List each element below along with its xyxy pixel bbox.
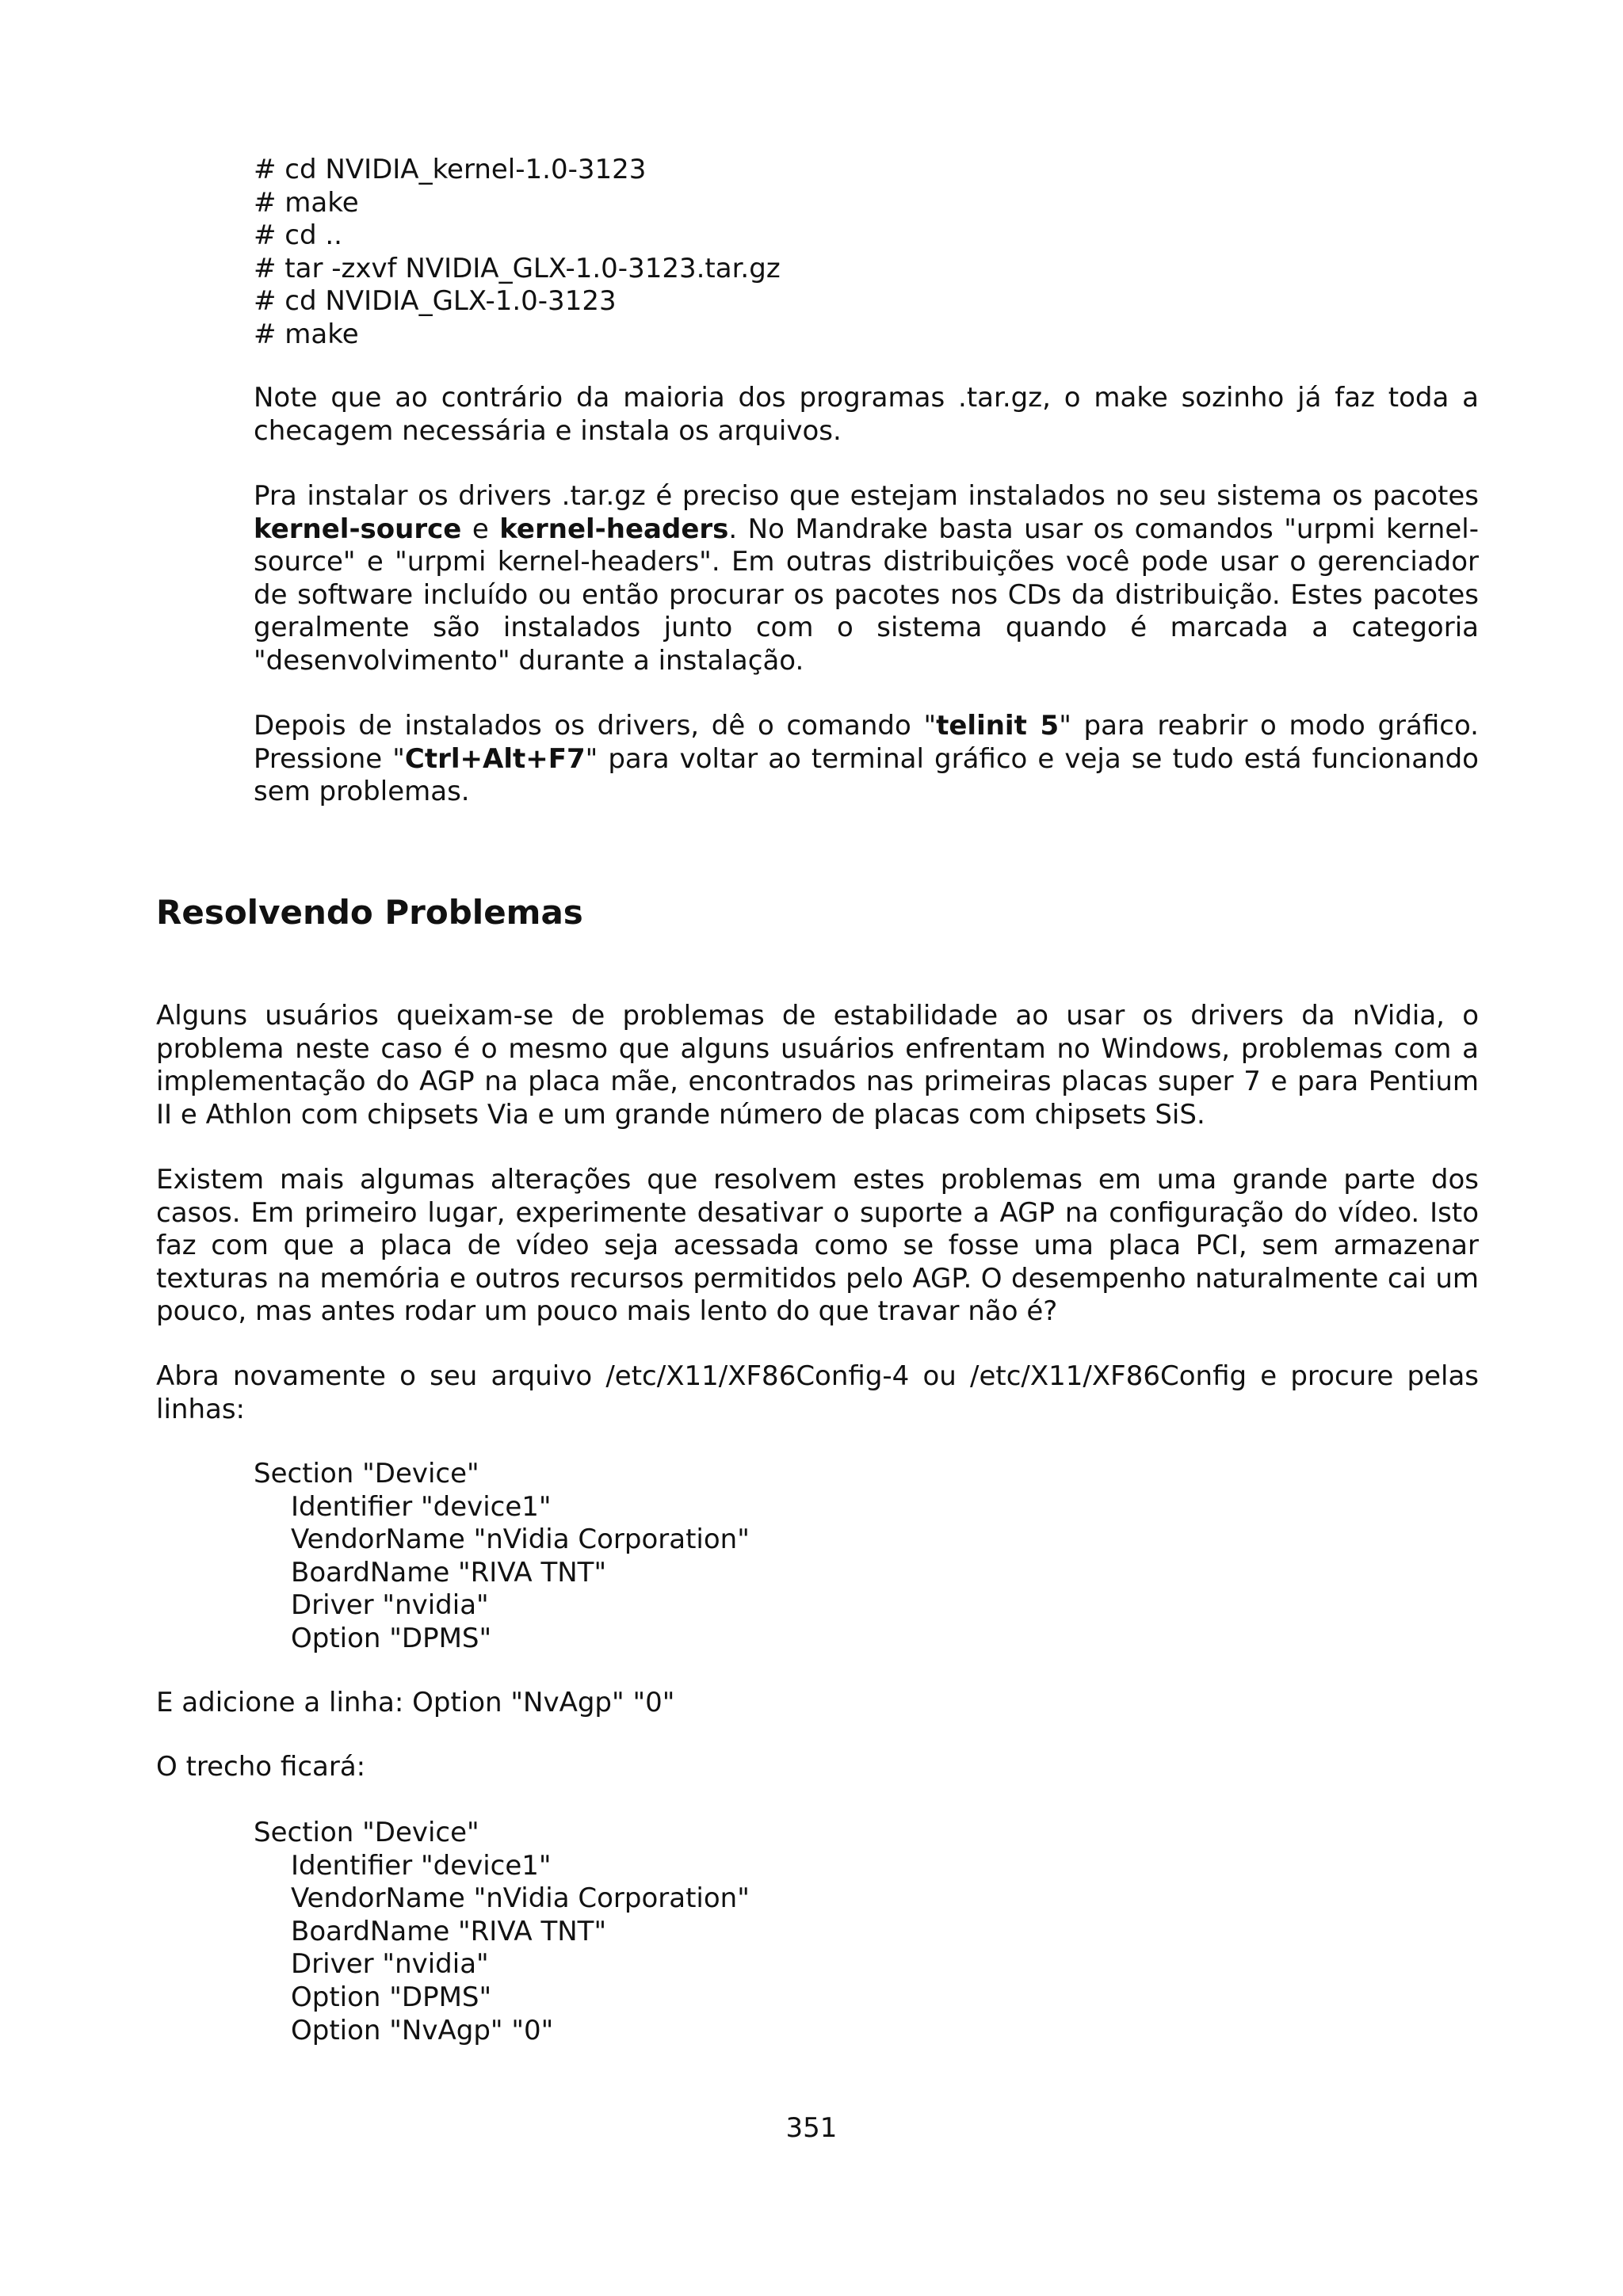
- device-section-original: [254, 1458, 750, 1656]
- config-line: Identifier "device1": [291, 1849, 552, 1882]
- install-commands: [254, 154, 1522, 352]
- section-heading: Resolvendo Problemas: [156, 893, 583, 932]
- command-line: # cd NVIDIA_GLX-1.0-3123: [254, 285, 617, 318]
- device-section-modified: [254, 1817, 750, 2047]
- bold-kernel-headers: kernel-headers: [499, 513, 729, 545]
- config-line: Option "DPMS": [291, 1622, 492, 1654]
- bold-telinit: telinit 5: [936, 710, 1060, 742]
- paragraph-add-line: E adicione a linha: Option "NvAgp" "0": [156, 1687, 675, 1718]
- config-line: VendorName "nVidia Corporation": [291, 1524, 750, 1556]
- config-line: Option "NvAgp" "0": [291, 2014, 554, 2046]
- paragraph-kernel-packages: Pra instalar os drivers .tar.gz é preciso que estejam instalados no seu sistema os pacotes kernel-source e kernel-headers. No Mandrake basta usar os comandos "urpmi kernel-source" e "urpmi kernel-headers". Em outras distribuições você pode usar o gerenciador de software incluído ou então procurar os pacotes nos CDs da distribuição. Estes pacotes geralmente são instalados junto com o sistema quando é marcada a categoria "desenvolvimento" durante a instalação.: [254, 480, 1479, 677]
- command-line: # cd ..: [254, 219, 342, 252]
- config-line: VendorName "nVidia Corporation": [291, 1882, 750, 1915]
- bold-kernel-source: kernel-source: [254, 513, 462, 545]
- config-line: Identifier "device1": [291, 1490, 552, 1523]
- paragraph-result: O trecho ficará:: [156, 1751, 366, 1783]
- command-line: # make: [254, 186, 359, 219]
- section-header: Section "Device": [254, 1458, 479, 1489]
- config-line: Driver "nvidia": [291, 1589, 489, 1622]
- paragraph-telinit: Depois de instalados os drivers, dê o comando "telinit 5" para reabrir o modo gráfico. Pressione "Ctrl+Alt+F7" para voltar ao terminal gráfico e veja se tudo está funcionando sem problemas.: [254, 710, 1479, 808]
- paragraph-xf86config: Abra novamente o seu arquivo /etc/X11/XF86Config-4 ou /etc/X11/XF86Config e procure pelas linhas:: [156, 1360, 1479, 1425]
- section-header: Section "Device": [254, 1817, 479, 1848]
- command-line: # tar -zxvf NVIDIA_GLX-1.0-3123.tar.gz: [254, 252, 781, 284]
- paragraph-stability: Alguns usuários queixam-se de problemas de estabilidade ao usar os drivers da nVidia, o problema neste caso é o mesmo que alguns usuários enfrentam no Windows, problemas com a implementação do AGP na placa mãe, encontrados nas primeiras placas super 7 e para Pentium II e Athlon com chipsets Via e um grande número de placas com chipsets SiS.: [156, 1000, 1479, 1131]
- bold-ctrl-alt-f7: Ctrl+Alt+F7: [404, 742, 586, 775]
- paragraph-agp: Existem mais algumas alterações que resolvem estes problemas em uma grande parte dos casos. Em primeiro lugar, experimente desativar o suporte a AGP na configuração do vídeo. Isto faz com que a placa de vídeo seja acessada como se fosse uma placa PCI, sem armazenar texturas na memória e outros recursos permitidos pelo AGP. O desempenho naturalmente cai um pouco, mas antes rodar um pouco mais lento do que travar não é?: [156, 1164, 1479, 1328]
- config-line: BoardName "RIVA TNT": [291, 1915, 607, 1947]
- page-number: 351: [785, 2112, 838, 2144]
- config-line: Option "DPMS": [291, 1981, 492, 2013]
- paragraph-make-note: Note que ao contrário da maioria dos programas .tar.gz, o make sozinho já faz toda a checagem necessária e instala os arquivos.: [254, 382, 1479, 447]
- command-line: # make: [254, 318, 359, 350]
- config-line: BoardName "RIVA TNT": [291, 1556, 607, 1589]
- config-line: Driver "nvidia": [291, 1948, 489, 1981]
- command-line: # cd NVIDIA_kernel-1.0-3123: [254, 154, 647, 185]
